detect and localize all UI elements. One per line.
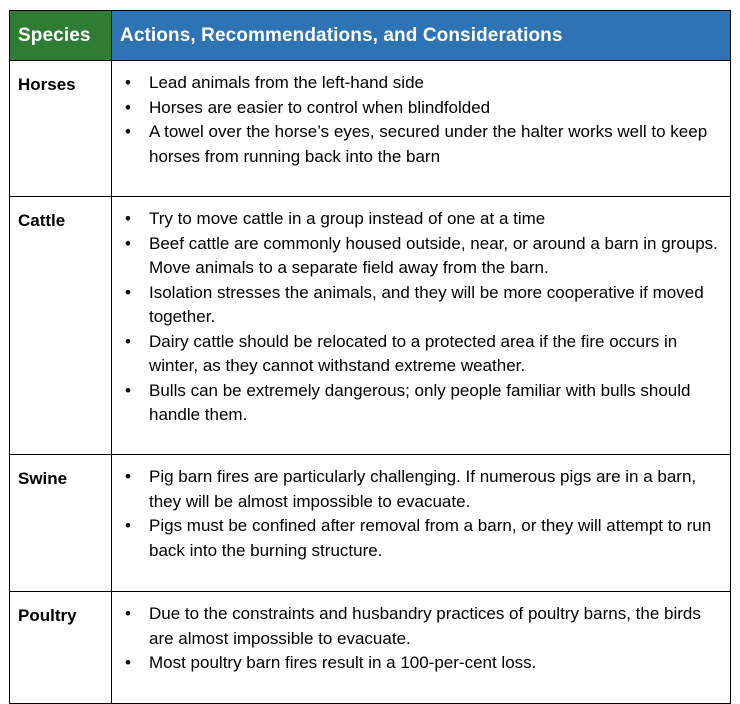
actions-cell: [112, 197, 731, 455]
list-item: • Dairy cattle should be relocated to a protected area if the fire occurs in winter, as they cannot withstand extreme weather.: [120, 330, 724, 379]
actions-cell: [112, 61, 731, 197]
list-item: • Beef cattle are commonly housed outside, near, or around a barn in groups. Move animals to a separate field away from the barn.: [120, 232, 724, 281]
header-actions: Actions, Recommendations, and Considerations: [112, 11, 731, 61]
bullet-list: [120, 465, 724, 563]
bullet-list: [120, 71, 724, 169]
species-name: Horses: [10, 61, 112, 197]
list-item: • Isolation stresses the animals, and they will be more cooperative if moved together.: [120, 281, 724, 330]
species-name: Cattle: [10, 197, 112, 455]
header-species: Species: [10, 11, 112, 61]
list-item: • Due to the constraints and husbandry practices of poultry barns, the birds are almost impossible to evacuate.: [120, 602, 724, 651]
list-item: • Most poultry barn fires result in a 100-per-cent loss.: [120, 651, 724, 676]
list-item: • Bulls can be extremely dangerous; only people familiar with bulls should handle them.: [120, 379, 724, 428]
actions-cell: [112, 455, 731, 592]
table-row-swine: [10, 455, 731, 592]
species-actions-table: [9, 10, 731, 704]
list-item: • Try to move cattle in a group instead of one at a time: [120, 207, 724, 232]
list-item: • Pigs must be confined after removal from a barn, or they will attempt to run back into the burning structure.: [120, 514, 724, 563]
species-name: Poultry: [10, 592, 112, 704]
actions-cell: [112, 592, 731, 704]
header-row: [10, 11, 731, 61]
species-name: Swine: [10, 455, 112, 592]
table-row-poultry: [10, 592, 731, 704]
list-item: • A towel over the horse’s eyes, secured under the halter works well to keep horses from running back into the barn: [120, 120, 724, 169]
bullet-list: [120, 207, 724, 428]
list-item: • Lead animals from the left-hand side: [120, 71, 724, 96]
list-item: • Pig barn fires are particularly challenging. If numerous pigs are in a barn, they will be almost impossible to evacuate.: [120, 465, 724, 514]
table-row-horses: [10, 61, 731, 197]
table-row-cattle: [10, 197, 731, 455]
list-item: • Horses are easier to control when blindfolded: [120, 96, 724, 121]
